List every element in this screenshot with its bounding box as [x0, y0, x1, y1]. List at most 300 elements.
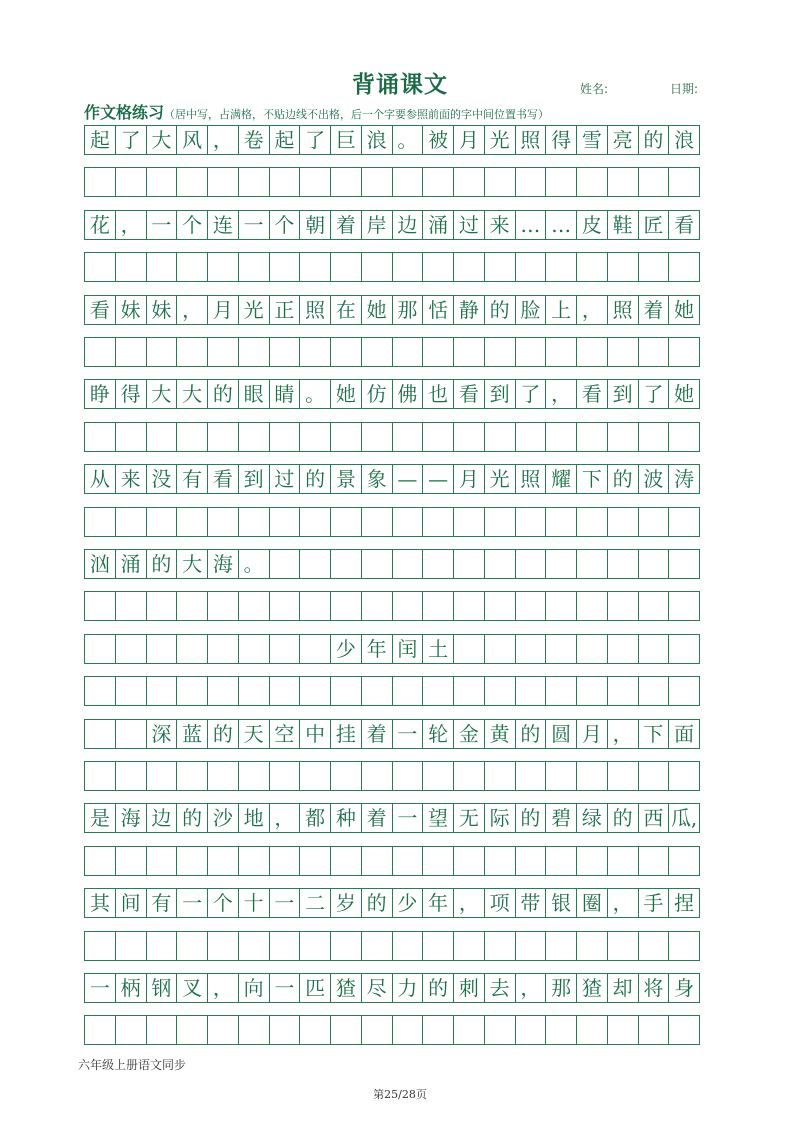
- grid-cell: [669, 932, 700, 960]
- grid-cell: [423, 338, 454, 366]
- grid-cell: 沙: [208, 804, 239, 832]
- blank-row: [84, 1015, 700, 1045]
- grid-cell: 。: [300, 380, 331, 408]
- grid-cell: 涛: [669, 465, 700, 493]
- grid-cell: 匠: [639, 211, 670, 239]
- grid-cell: [485, 932, 516, 960]
- grid-cell: [516, 253, 547, 281]
- grid-cell: 碧: [546, 804, 577, 832]
- grid-cell: 涌: [423, 211, 454, 239]
- grid-cell: [208, 1016, 239, 1044]
- text-row: [84, 719, 700, 749]
- grid-cell: 有: [147, 889, 178, 917]
- grid-cell: [177, 423, 208, 451]
- grid-cell: [516, 762, 547, 790]
- grid-cell: [669, 762, 700, 790]
- grid-cell: [177, 847, 208, 875]
- grid-cell: 了: [300, 126, 331, 154]
- grid-cell: [85, 253, 116, 281]
- grid-cell: 月: [208, 296, 239, 324]
- grid-cell: 轮: [423, 720, 454, 748]
- grid-cell: ，: [177, 296, 208, 324]
- grid-cell: 静: [454, 296, 485, 324]
- grid-cell: 被: [423, 126, 454, 154]
- grid-cell: [239, 338, 270, 366]
- grid-cell: [300, 932, 331, 960]
- grid-cell: 瓜,: [669, 804, 700, 832]
- grid-cell: [270, 338, 301, 366]
- grid-cell: [393, 423, 424, 451]
- grid-cell: 年: [362, 635, 393, 663]
- grid-cell: [239, 635, 270, 663]
- grid-cell: [331, 550, 362, 578]
- grid-cell: 在: [331, 296, 362, 324]
- grid-cell: [208, 508, 239, 536]
- grid-cell: 连: [208, 211, 239, 239]
- page-title: 背诵课文: [352, 72, 448, 98]
- grid-cell: 脸: [516, 296, 547, 324]
- grid-cell: 涌: [116, 550, 147, 578]
- grid-cell: 闰: [393, 635, 424, 663]
- grid-cell: 过: [270, 465, 301, 493]
- grid-cell: 象: [362, 465, 393, 493]
- grid-cell: 匹: [300, 974, 331, 1002]
- grid-cell: [423, 592, 454, 620]
- grid-cell: 得: [546, 126, 577, 154]
- grid-cell: [577, 847, 608, 875]
- grid-cell: 蓝: [177, 720, 208, 748]
- grid-cell: [454, 253, 485, 281]
- grid-cell: [639, 635, 670, 663]
- grid-cell: 身: [669, 974, 700, 1002]
- grid-cell: [116, 338, 147, 366]
- grid-cell: [423, 423, 454, 451]
- grid-cell: [546, 932, 577, 960]
- grid-cell: [669, 423, 700, 451]
- grid-cell: [208, 847, 239, 875]
- grid-cell: [270, 847, 301, 875]
- grid-cell: [85, 635, 116, 663]
- grid-cell: 一: [147, 211, 178, 239]
- grid-cell: 圈: [577, 889, 608, 917]
- grid-cell: 看: [454, 380, 485, 408]
- grid-cell: [116, 762, 147, 790]
- grid-cell: [423, 508, 454, 536]
- grid-cell: [116, 677, 147, 705]
- grid-cell: [546, 338, 577, 366]
- grid-cell: [177, 762, 208, 790]
- grid-cell: 一: [270, 889, 301, 917]
- grid-cell: [362, 550, 393, 578]
- grid-cell: [239, 932, 270, 960]
- grid-cell: [208, 635, 239, 663]
- grid-cell: 照: [608, 296, 639, 324]
- grid-cell: [362, 1016, 393, 1044]
- grid-cell: [516, 677, 547, 705]
- grid-cell: [116, 1016, 147, 1044]
- grid-cell: 力: [393, 974, 424, 1002]
- grid-cell: 柄: [116, 974, 147, 1002]
- grid-cell: [423, 932, 454, 960]
- grid-cell: [608, 677, 639, 705]
- grid-cell: [147, 677, 178, 705]
- date-label: 日期:: [670, 82, 699, 96]
- grid-cell: [669, 847, 700, 875]
- grid-cell: [454, 1016, 485, 1044]
- grid-cell: [454, 635, 485, 663]
- grid-cell: 了: [516, 380, 547, 408]
- grid-cell: [331, 338, 362, 366]
- grid-cell: 一: [85, 974, 116, 1002]
- grid-cell: [516, 932, 547, 960]
- grid-cell: [423, 550, 454, 578]
- grid-cell: 个: [208, 889, 239, 917]
- grid-cell: 着: [362, 720, 393, 748]
- grid-cell: 带: [516, 889, 547, 917]
- grid-cell: [362, 423, 393, 451]
- grid-cell: [239, 762, 270, 790]
- grid-cell: [454, 423, 485, 451]
- grid-cell: 上: [546, 296, 577, 324]
- grid-cell: 的: [177, 804, 208, 832]
- grid-cell: [270, 677, 301, 705]
- blank-row: [84, 931, 700, 961]
- grid-cell: 土: [423, 635, 454, 663]
- blank-row: [84, 591, 700, 621]
- grid-cell: 猹: [577, 974, 608, 1002]
- grid-cell: [577, 423, 608, 451]
- grid-cell: 空: [270, 720, 301, 748]
- subtitle-note: （居中写，占满格，不贴边线不出格，后一个字要参照前面的字中间位置书写）: [164, 108, 550, 121]
- grid-cell: [639, 847, 670, 875]
- grid-cell: 的: [300, 465, 331, 493]
- grid-cell: [485, 592, 516, 620]
- grid-cell: [85, 592, 116, 620]
- grid-cell: [116, 253, 147, 281]
- grid-cell: 照: [516, 126, 547, 154]
- grid-cell: [300, 253, 331, 281]
- grid-cell: 大: [147, 126, 178, 154]
- grid-cell: [300, 550, 331, 578]
- grid-cell: [454, 762, 485, 790]
- grid-cell: [485, 762, 516, 790]
- grid-cell: [608, 338, 639, 366]
- grid-cell: [208, 932, 239, 960]
- grid-cell: [516, 635, 547, 663]
- grid-cell: ，: [608, 889, 639, 917]
- grid-cell: 深: [147, 720, 178, 748]
- grid-cell: [300, 847, 331, 875]
- blank-row: [84, 337, 700, 367]
- grid-cell: [485, 338, 516, 366]
- grid-cell: [177, 932, 208, 960]
- grid-cell: [423, 1016, 454, 1044]
- grid-cell: [608, 168, 639, 196]
- grid-cell: [300, 1016, 331, 1044]
- grid-cell: [270, 635, 301, 663]
- grid-cell: [177, 253, 208, 281]
- grid-cell: 起: [85, 126, 116, 154]
- grid-cell: [485, 635, 516, 663]
- grid-cell: [300, 592, 331, 620]
- text-row: [84, 464, 700, 494]
- grid-cell: [239, 592, 270, 620]
- grid-cell: [239, 253, 270, 281]
- grid-cell: 恬: [423, 296, 454, 324]
- grid-cell: 眼: [239, 380, 270, 408]
- grid-cell: 中: [300, 720, 331, 748]
- grid-cell: [608, 423, 639, 451]
- grid-cell: 风: [177, 126, 208, 154]
- grid-cell: [208, 338, 239, 366]
- grid-cell: 面: [669, 720, 700, 748]
- grid-cell: [147, 423, 178, 451]
- grid-cell: [454, 592, 485, 620]
- grid-cell: 来: [116, 465, 147, 493]
- grid-cell: [577, 1016, 608, 1044]
- grid-cell: 际: [485, 804, 516, 832]
- grid-cell: [85, 423, 116, 451]
- grid-cell: [300, 338, 331, 366]
- grid-cell: [116, 847, 147, 875]
- grid-cell: [485, 423, 516, 451]
- grid-cell: 到: [485, 380, 516, 408]
- grid-cell: [577, 592, 608, 620]
- grid-cell: [85, 720, 116, 748]
- grid-cell: [393, 677, 424, 705]
- grid-cell: [639, 762, 670, 790]
- grid-cell: [147, 168, 178, 196]
- grid-cell: [423, 168, 454, 196]
- blank-row: [84, 252, 700, 282]
- grid-cell: 的: [608, 465, 639, 493]
- grid-cell: [516, 847, 547, 875]
- grid-cell: [516, 508, 547, 536]
- grid-cell: 正: [270, 296, 301, 324]
- blank-row: [84, 846, 700, 876]
- grid-cell: …: [546, 211, 577, 239]
- grid-cell: [669, 1016, 700, 1044]
- grid-cell: 黄: [485, 720, 516, 748]
- grid-cell: [239, 847, 270, 875]
- grid-cell: ，: [454, 889, 485, 917]
- grid-cell: 尽: [362, 974, 393, 1002]
- grid-cell: [639, 508, 670, 536]
- grid-cell: ，: [546, 380, 577, 408]
- grid-cell: 海: [116, 804, 147, 832]
- grid-cell: 看: [85, 296, 116, 324]
- grid-cell: 下: [639, 720, 670, 748]
- grid-cell: 银: [546, 889, 577, 917]
- grid-cell: [516, 550, 547, 578]
- grid-cell: 少: [331, 635, 362, 663]
- grid-cell: 皮: [577, 211, 608, 239]
- grid-cell: 月: [454, 465, 485, 493]
- grid-cell: 都: [300, 804, 331, 832]
- grid-cell: 卷: [239, 126, 270, 154]
- grid-cell: [669, 508, 700, 536]
- grid-cell: 着: [362, 804, 393, 832]
- grid-cell: 也: [423, 380, 454, 408]
- grid-cell: 着: [331, 211, 362, 239]
- grid-cell: [270, 1016, 301, 1044]
- grid-cell: 她: [331, 380, 362, 408]
- grid-cell: 的: [147, 550, 178, 578]
- grid-cell: 刺: [454, 974, 485, 1002]
- grid-cell: [669, 592, 700, 620]
- grid-cell: [85, 338, 116, 366]
- blank-row: [84, 676, 700, 706]
- grid-cell: [270, 253, 301, 281]
- grid-cell: 十: [239, 889, 270, 917]
- grid-cell: [577, 338, 608, 366]
- grid-cell: 其: [85, 889, 116, 917]
- text-row: [84, 379, 700, 409]
- grid-cell: [577, 762, 608, 790]
- grid-cell: 了: [116, 126, 147, 154]
- grid-cell: [362, 762, 393, 790]
- grid-cell: [577, 635, 608, 663]
- grid-cell: 钢: [147, 974, 178, 1002]
- grid-cell: [608, 635, 639, 663]
- grid-cell: [208, 677, 239, 705]
- grid-cell: [454, 168, 485, 196]
- grid-cell: 睁: [85, 380, 116, 408]
- grid-cell: [300, 762, 331, 790]
- grid-cell: 绿: [577, 804, 608, 832]
- grid-cell: [516, 1016, 547, 1044]
- grid-cell: 一: [177, 889, 208, 917]
- grid-cell: [85, 1016, 116, 1044]
- grid-cell: [362, 677, 393, 705]
- grid-cell: [208, 253, 239, 281]
- grid-cell: [546, 762, 577, 790]
- grid-cell: 少: [393, 889, 424, 917]
- grid-cell: 没: [147, 465, 178, 493]
- grid-cell: [608, 932, 639, 960]
- grid-cell: 仿: [362, 380, 393, 408]
- grid-cell: [608, 550, 639, 578]
- grid-cell: 间: [116, 889, 147, 917]
- grid-cell: [177, 635, 208, 663]
- grid-cell: 有: [177, 465, 208, 493]
- grid-cell: [393, 508, 424, 536]
- grid-cell: [639, 677, 670, 705]
- grid-cell: 种: [331, 804, 362, 832]
- grid-cell: [516, 592, 547, 620]
- grid-cell: 景: [331, 465, 362, 493]
- grid-cell: 边: [147, 804, 178, 832]
- grid-cell: ，: [116, 211, 147, 239]
- grid-cell: [208, 423, 239, 451]
- grid-cell: [116, 720, 147, 748]
- grid-cell: 的: [516, 720, 547, 748]
- grid-cell: [393, 550, 424, 578]
- grid-cell: 猹: [331, 974, 362, 1002]
- grid-cell: [331, 762, 362, 790]
- grid-cell: [300, 635, 331, 663]
- grid-cell: [485, 508, 516, 536]
- grid-cell: [546, 1016, 577, 1044]
- grid-cell: [639, 932, 670, 960]
- grid-cell: [393, 253, 424, 281]
- grid-cell: [485, 847, 516, 875]
- grid-cell: 看: [208, 465, 239, 493]
- grid-cell: [516, 423, 547, 451]
- grid-cell: [362, 592, 393, 620]
- grid-cell: 。: [393, 126, 424, 154]
- grid-cell: [577, 253, 608, 281]
- grid-cell: 一: [393, 720, 424, 748]
- grid-cell: [393, 168, 424, 196]
- grid-cell: [454, 338, 485, 366]
- grid-cell: [639, 168, 670, 196]
- grid-cell: 她: [669, 380, 700, 408]
- grid-cell: [454, 508, 485, 536]
- text-row: [84, 973, 700, 1003]
- grid-cell: 月: [454, 126, 485, 154]
- grid-cell: [85, 847, 116, 875]
- grid-cell: 巨: [331, 126, 362, 154]
- grid-cell: 来: [485, 211, 516, 239]
- grid-cell: ，: [208, 974, 239, 1002]
- subtitle: [84, 100, 549, 123]
- grid-cell: 是: [85, 804, 116, 832]
- blank-row: [84, 507, 700, 537]
- grid-cell: ，: [270, 804, 301, 832]
- grid-cell: [362, 338, 393, 366]
- grid-cell: 妹: [116, 296, 147, 324]
- grid-cell: [239, 423, 270, 451]
- grid-cell: [485, 677, 516, 705]
- grid-cell: [147, 635, 178, 663]
- grid-cell: 岁: [331, 889, 362, 917]
- subtitle-main: 作文格练习: [84, 103, 165, 122]
- grid-cell: 去: [485, 974, 516, 1002]
- grid-cell: 将: [639, 974, 670, 1002]
- grid-cell: [639, 253, 670, 281]
- grid-cell: [362, 508, 393, 536]
- grid-cell: 到: [608, 380, 639, 408]
- grid-cell: 光: [485, 126, 516, 154]
- grid-cell: …: [516, 211, 547, 239]
- grid-cell: 向: [239, 974, 270, 1002]
- grid-cell: [239, 1016, 270, 1044]
- grid-cell: [577, 550, 608, 578]
- grid-cell: 海: [208, 550, 239, 578]
- blank-row: [84, 167, 700, 197]
- grid-cell: 。: [239, 550, 270, 578]
- grid-cell: 她: [362, 296, 393, 324]
- grid-cell: [116, 508, 147, 536]
- grid-cell: 大: [177, 380, 208, 408]
- grid-cell: 的: [208, 720, 239, 748]
- grid-cell: 望: [423, 804, 454, 832]
- grid-cell: [331, 508, 362, 536]
- grid-cell: 个: [270, 211, 301, 239]
- grid-cell: 得: [116, 380, 147, 408]
- grid-cell: 的: [208, 380, 239, 408]
- grid-cell: 一: [239, 211, 270, 239]
- grid-cell: 的: [639, 126, 670, 154]
- grid-cell: [331, 253, 362, 281]
- grid-cell: [454, 847, 485, 875]
- grid-cell: 却: [608, 974, 639, 1002]
- grid-cell: [608, 847, 639, 875]
- grid-cell: 起: [270, 126, 301, 154]
- grid-cell: —: [393, 465, 424, 493]
- grid-cell: [639, 550, 670, 578]
